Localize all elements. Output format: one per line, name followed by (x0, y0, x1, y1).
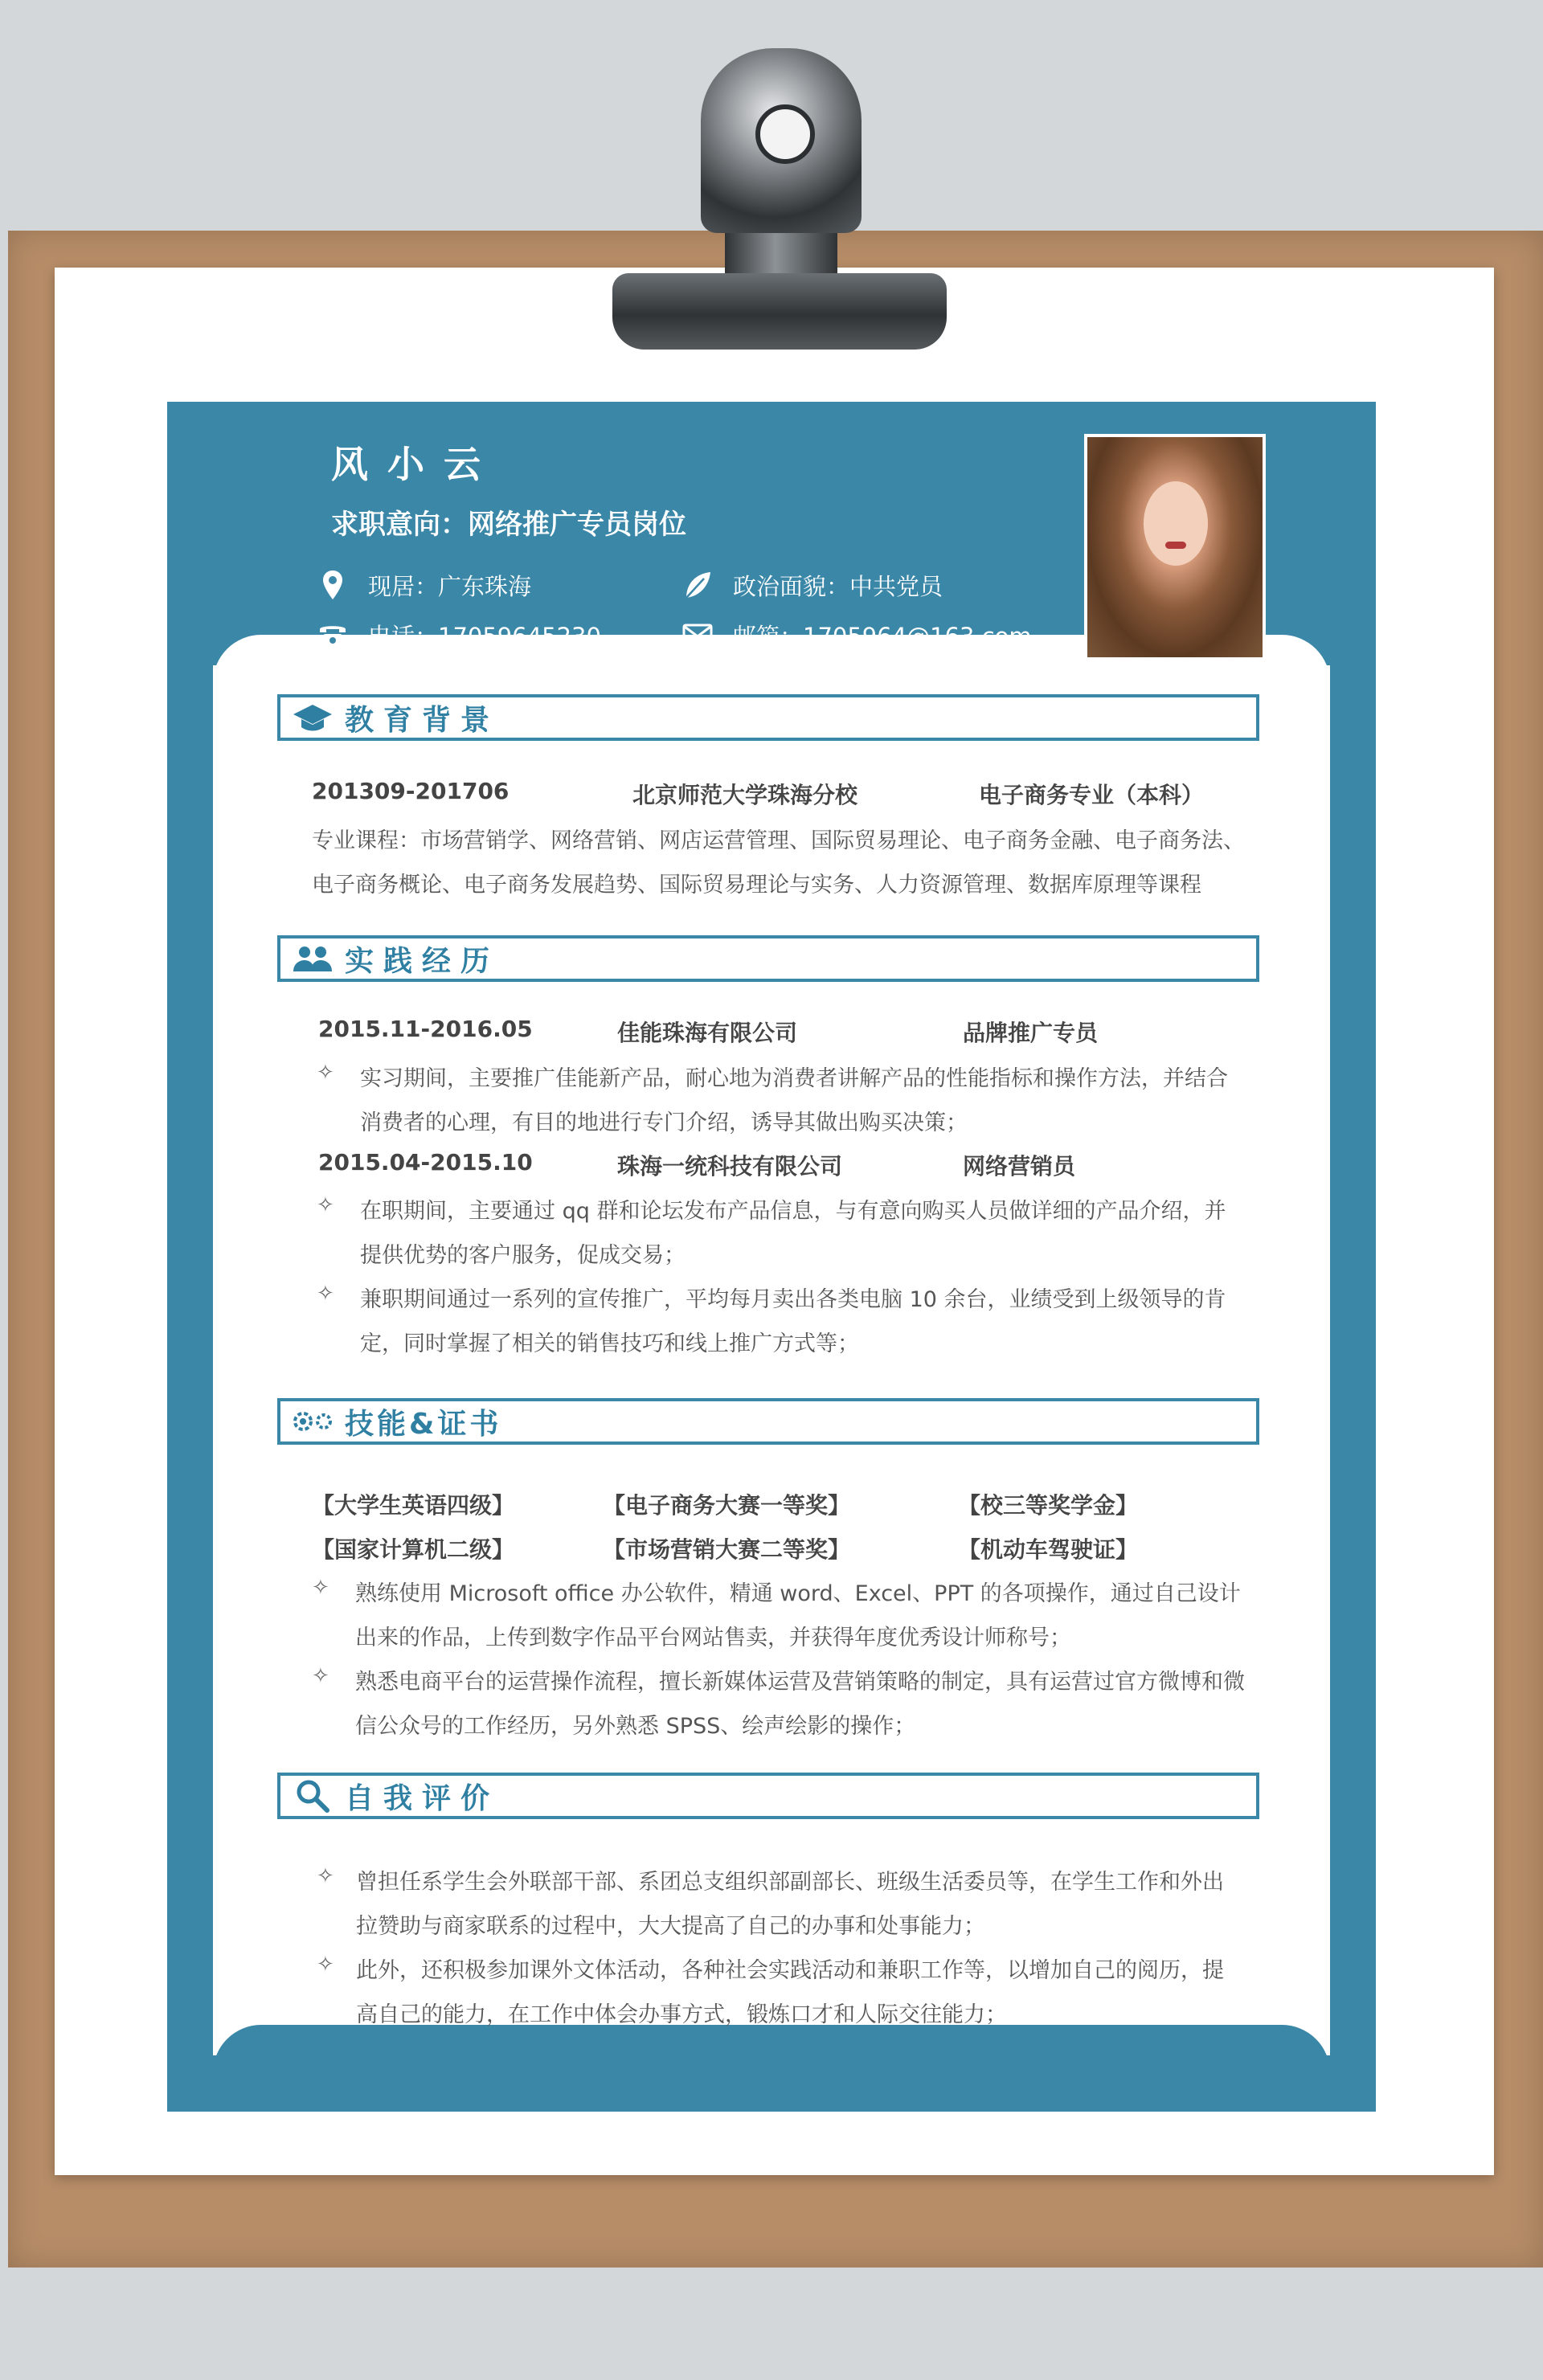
graduation-cap-icon (289, 699, 337, 736)
evaluation-item-line: 曾担任系学生会外联部干部、系团总支组织部副部长、班级生活委员等，在学生工作和外出 (356, 1870, 1224, 1895)
job-item-line: 在职期间，主要通过 qq 群和论坛发布产品信息，与有意向购买人员做详细的产品介绍，并 (360, 1199, 1226, 1224)
location-text: 现居：广东珠海 (368, 572, 532, 600)
cert-item: 【电子商务大赛一等奖】 (603, 1492, 851, 1519)
gears-icon (289, 1403, 337, 1440)
content-bottom-curve (213, 2025, 1330, 2073)
cert-item: 【校三等奖学金】 (958, 1492, 1139, 1519)
bullet-icon: ✧ (312, 1664, 329, 1688)
skill-item-line: 信公众号的工作经历，另外熟悉 SPSS、绘声绘影的操作； (355, 1714, 916, 1739)
job-item-line: 消费者的心理，有目的地进行专门介绍，诱导其做出购买决策； (360, 1110, 968, 1135)
skill-item-line: 出来的作品，上传到数字作品平台网站售卖，并获得年度优秀设计师称号； (355, 1626, 1071, 1650)
job-item-line: 定，同时掌握了相关的销售技巧和线上推广方式等； (360, 1331, 859, 1356)
job-period: 2015.11-2016.05 (318, 1016, 533, 1042)
location-pin-icon (315, 567, 350, 603)
section-evaluation-title: 自我评价 (345, 1781, 500, 1815)
education-major: 电子商务专业（本科） (979, 782, 1205, 808)
clip-base (612, 273, 947, 350)
section-skills-title: 技能&证书 (345, 1407, 502, 1441)
location-info (315, 567, 531, 603)
bullet-icon: ✧ (317, 1953, 334, 1977)
skill-item-line: 熟悉电商平台的运营操作流程，擅长新媒体运营及营销策略的制定，具有运营过官方微博和微 (355, 1670, 1245, 1695)
telephone-icon (315, 617, 350, 652)
evaluation-item-line: 此外，还积极参加课外文体活动，各种社会实践活动和兼职工作等，以增加自己的阅历，提 (356, 1958, 1224, 1983)
education-courses-line: 专业课程：市场营销学、网络营销、网店运营管理、国际贸易理论、电子商务金融、电子商务法、 (312, 828, 1245, 853)
clip-hole (755, 104, 815, 164)
job-company: 珠海一统科技有限公司 (617, 1153, 843, 1180)
job-role: 网络营销员 (963, 1153, 1076, 1180)
section-experience-title: 实践经历 (345, 944, 500, 978)
section-skills (277, 1398, 1259, 1445)
cert-item: 【市场营销大赛二等奖】 (603, 1536, 851, 1563)
frame-tab-right (1330, 607, 1376, 671)
job-item-line: 兼职期间通过一系列的宣传推广，平均每月卖出各类电脑 10 余台，业绩受到上级领导的肯 (360, 1287, 1226, 1312)
job-item-line: 提供优势的客户服务，促成交易； (360, 1243, 686, 1268)
education-period: 201309-201706 (312, 778, 510, 804)
email-info (680, 617, 1032, 652)
cert-item: 【大学生英语四级】 (312, 1492, 515, 1519)
skill-item-line: 熟练使用 Microsoft office 办公软件，精通 word、Excel、PPT 的各项操作，通过自己设计 (355, 1581, 1241, 1606)
photo-lips (1165, 542, 1186, 549)
education-school: 北京师范大学珠海分校 (632, 782, 858, 808)
mail-icon (680, 617, 715, 652)
phone-info (315, 617, 601, 652)
bullet-icon: ✧ (317, 1864, 334, 1888)
section-experience (277, 935, 1259, 982)
section-education-title: 教育背景 (345, 703, 500, 737)
evaluation-item-line: 高自己的能力，在工作中体会办事方式，锻炼口才和人际交往能力； (356, 2002, 1007, 2027)
section-education (277, 694, 1259, 741)
bullet-icon: ✧ (317, 1282, 334, 1306)
candidate-name: 风小云 (331, 443, 500, 486)
job-role: 品牌推广专员 (963, 1020, 1099, 1046)
bullet-icon: ✧ (312, 1576, 329, 1600)
section-evaluation (277, 1773, 1259, 1819)
education-courses-line: 电子商务概论、电子商务发展趋势、国际贸易理论与实务、人力资源管理、数据库原理等课程 (312, 873, 1201, 898)
job-item-line: 实习期间，主要推广佳能新产品，耐心地为消费者讲解产品的性能指标和操作方法，并结合 (360, 1066, 1228, 1091)
job-intent: 求职意向：网络推广专员岗位 (331, 509, 686, 541)
frame-tab-left (167, 607, 213, 671)
profile-photo (1084, 434, 1266, 660)
phone-text: 电话：17059645230 (368, 622, 601, 650)
evaluation-item-line: 拉赞助与商家联系的过程中，大大提高了自己的办事和处事能力； (356, 1914, 985, 1939)
leaf-icon (680, 567, 715, 603)
bullet-icon: ✧ (317, 1061, 334, 1085)
job-period: 2015.04-2015.10 (318, 1149, 533, 1176)
bullet-icon: ✧ (317, 1193, 334, 1217)
cert-item: 【国家计算机二级】 (312, 1536, 515, 1563)
job-company: 佳能珠海有限公司 (617, 1020, 798, 1046)
people-icon (289, 940, 337, 977)
cert-item: 【机动车驾驶证】 (958, 1536, 1139, 1563)
magnifier-icon (289, 1777, 337, 1814)
email-text: 邮箱：1705964@163.com (733, 622, 1032, 650)
photo-face (1144, 481, 1208, 566)
politics-info (680, 567, 943, 603)
politics-text: 政治面貌：中共党员 (733, 572, 943, 600)
